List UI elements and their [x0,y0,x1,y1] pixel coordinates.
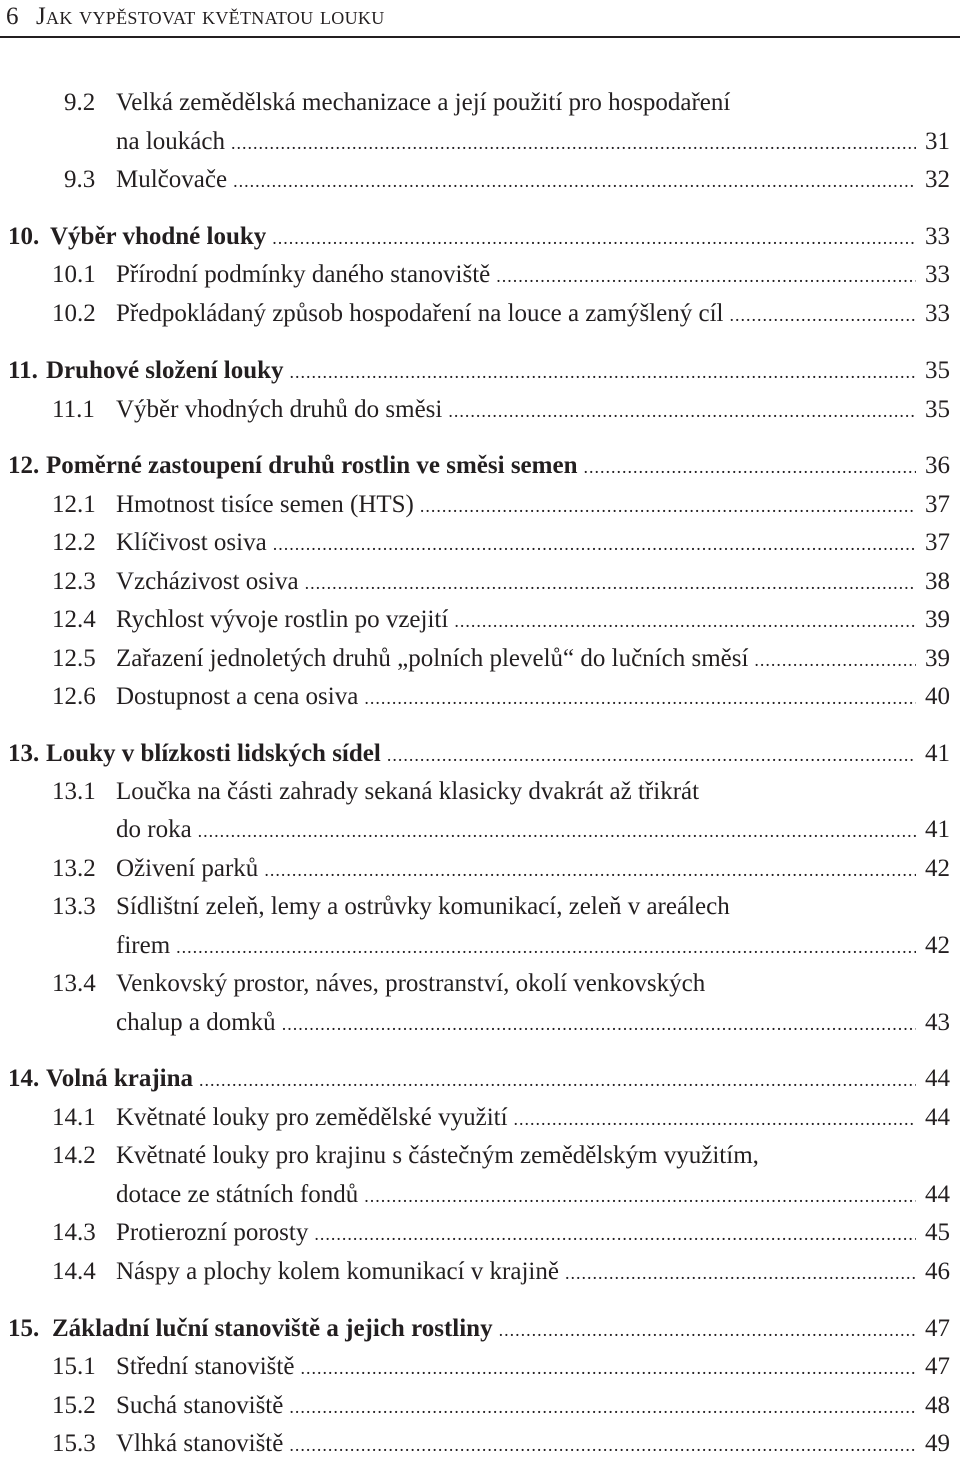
toc-entry-number: 15.2 [52,1392,96,1419]
toc-entry[interactable] [0,1101,960,1135]
toc-entry-number: 13.4 [52,970,96,997]
toc-entry-page: 39 [925,645,950,672]
dot-leader [294,1351,916,1385]
toc-entry[interactable] [0,297,960,331]
toc-entry-title: Střední stanoviště [116,1353,295,1380]
toc-entry[interactable] [0,642,960,676]
dot-leader [225,126,916,160]
toc-entry-number: 12.3 [52,568,96,595]
toc-entry[interactable] [0,813,960,847]
running-header [6,0,946,34]
toc-entry-title: Přírodní podmínky daného stanoviště [116,261,491,288]
toc-entry-page: 37 [925,491,950,518]
toc-entry-number: 14.2 [52,1142,96,1169]
toc-entry-number: 15.3 [52,1430,96,1457]
toc-entry-title: Klíčivost osiva [116,529,267,556]
toc-entry-page: 42 [925,932,950,959]
toc-entry-page: 33 [925,223,950,250]
dot-leader [358,1179,916,1213]
toc-entry-page: 46 [925,1258,950,1285]
dot-leader [508,1102,916,1136]
toc-entry[interactable] [0,1350,960,1384]
toc-entry-page: 32 [925,166,950,193]
toc-chapter-entry[interactable] [0,1062,960,1096]
dot-leader [227,164,916,198]
toc-chapter-entry[interactable] [0,354,960,388]
toc-entry-title: Druhové složení louky [46,357,284,384]
toc-entry-title: chalup a domků [116,1009,276,1036]
toc-entry-number: 10.2 [52,300,96,327]
toc-chapter-entry[interactable] [0,449,960,483]
dot-leader [381,738,916,772]
dot-leader [258,853,916,887]
toc-entry[interactable] [0,488,960,522]
toc-entry-page: 47 [925,1353,950,1380]
header-rule [0,36,960,38]
toc-entry-page: 31 [925,128,950,155]
toc-entry-page: 44 [925,1065,950,1092]
dot-leader [308,1217,916,1251]
toc-entry-number: 12.5 [52,645,96,672]
dot-leader [490,259,916,293]
toc-entry-number: 14. [8,1065,40,1092]
toc-entry[interactable] [0,1389,960,1423]
dot-leader [299,566,916,600]
dot-leader [493,1313,916,1347]
toc-entry-number: 13.2 [52,855,96,882]
toc-entry-number: 14.4 [52,1258,96,1285]
toc-entry-title: Suchá stanoviště [116,1392,284,1419]
dot-leader [559,1256,916,1290]
toc-entry-number: 12.2 [52,529,96,556]
dot-leader [442,394,916,428]
dot-leader [748,643,916,677]
toc-entry[interactable] [0,929,960,963]
toc-entry-page: 33 [925,261,950,288]
toc-entry-number: 12.6 [52,683,96,710]
toc-entry-page: 38 [925,568,950,595]
toc-entry-page: 33 [925,300,950,327]
toc-entry-page: 48 [925,1392,950,1419]
toc-entry-title: firem [116,932,171,959]
toc-entry-title: Venkovský prostor, náves, prostranství, okolí venkovských [116,970,706,997]
toc-chapter-entry[interactable] [0,1312,960,1346]
toc-entry-page: 49 [925,1430,950,1457]
toc-entry-title: Květnaté louky pro zemědělské využití [116,1104,508,1131]
dot-leader [276,1007,916,1041]
toc-entry-title: Vzcházivost osiva [116,568,299,595]
toc-entry-page: 47 [925,1315,950,1342]
toc-entry-number: 9.2 [64,89,96,116]
toc-entry-number: 13.3 [52,893,96,920]
toc-entry-number: 13.1 [52,778,96,805]
dot-leader [193,1063,916,1097]
toc-entry[interactable] [0,258,960,292]
dot-leader [723,298,916,332]
dot-leader [448,604,916,638]
toc-entry-page: 43 [925,1009,950,1036]
toc-entry-title: do roka [116,816,192,843]
dot-leader [283,1390,916,1424]
toc-entry-title: Květnaté louky pro krajinu s částečným zemědělským využitím, [116,1142,759,1169]
toc-entry-title: Mulčovače [116,166,228,193]
toc-entry[interactable] [0,526,960,560]
toc-entry[interactable] [0,565,960,599]
toc-entry-title: Sídlištní zeleň, lemy a ostrůvky komunikací, zeleň v areálech [116,893,730,920]
toc-entry[interactable] [0,775,960,809]
toc-entry-title: na loukách [116,128,225,155]
toc-entry[interactable] [0,86,960,120]
dot-leader [170,930,916,964]
header-page-number: 6 [6,3,19,30]
toc-entry-title: dotace ze státních fondů [116,1181,359,1208]
toc-entry-number: 13. [8,740,40,767]
toc-entry-title: Protierozní porosty [116,1219,309,1246]
dot-leader [192,814,916,848]
toc-entry-title: Základní luční stanoviště a jejich rostliny [52,1315,493,1342]
header-title: Jak vypěstovat květnatou louku [36,3,385,30]
dot-leader [284,355,916,389]
toc-entry[interactable] [0,890,960,924]
toc-entry-number: 10.1 [52,261,96,288]
toc-entry-page: 41 [925,816,950,843]
toc-entry-title: Výběr vhodných druhů do směsi [116,396,443,423]
toc-entry-title: Loučka na části zahrady sekaná klasicky dvakrát až třikrát [116,778,700,805]
toc-entry-title: Zařazení jednoletých druhů „polních plevelů“ do lučních směsí [116,645,749,672]
toc-entry-number: 15. [8,1315,40,1342]
toc-entry-number: 11.1 [52,396,95,423]
toc-entry-number: 12.1 [52,491,96,518]
toc-entry[interactable] [0,1139,960,1173]
toc-entry-number: 11. [8,357,38,384]
toc-entry-title: Výběr vhodné louky [50,223,267,250]
toc-entry[interactable] [0,163,960,197]
dot-leader [414,489,916,523]
toc-entry[interactable] [0,1255,960,1289]
toc-entry[interactable] [0,125,960,159]
toc-entry-page: 37 [925,529,950,556]
toc-entry-page: 41 [925,740,950,767]
toc-chapter-entry[interactable] [0,220,960,254]
toc-entry-title: Vlhká stanoviště [116,1430,284,1457]
toc-entry-number: 14.1 [52,1104,96,1131]
toc-entry-page: 36 [925,452,950,479]
toc-entry-title: Náspy a plochy kolem komunikací v krajině [116,1258,559,1285]
toc-entry-number: 12. [8,452,40,479]
toc-entry-page: 35 [925,357,950,384]
toc-entry-title: Oživení parků [116,855,259,882]
toc-entry-title: Volná krajina [46,1065,194,1092]
toc-entry[interactable] [0,603,960,637]
toc-entry-title: Velká zemědělská mechanizace a její použití pro hospodaření [116,89,731,116]
toc-entry-title: Dostupnost a cena osiva [116,683,359,710]
toc-entry-page: 44 [925,1104,950,1131]
toc-entry-page: 44 [925,1181,950,1208]
toc-entry[interactable] [0,1006,960,1040]
toc-entry-title: Louky v blízkosti lidských sídel [46,740,381,767]
toc-entry-number: 9.3 [64,166,96,193]
toc-entry[interactable] [0,680,960,714]
dot-leader [267,527,916,561]
toc-entry-page: 35 [925,396,950,423]
toc-entry[interactable] [0,967,960,1001]
toc-entry-number: 15.1 [52,1353,96,1380]
toc-chapter-entry[interactable] [0,737,960,771]
toc-entry[interactable] [0,852,960,886]
toc-entry-title: Předpokládaný způsob hospodaření na louce a zamýšlený cíl [116,300,724,327]
toc-entry-title: Hmotnost tisíce semen (HTS) [116,491,414,518]
dot-leader [577,450,916,484]
toc-entry[interactable] [0,1216,960,1250]
toc-entry-title: Poměrné zastoupení druhů rostlin ve směsi semen [46,452,578,479]
toc-entry-number: 14.3 [52,1219,96,1246]
toc-entry-number: 10. [8,223,40,250]
toc-entry-title: Rychlost vývoje rostlin po vzejití [116,606,449,633]
toc-entry-page: 39 [925,606,950,633]
toc-entry[interactable] [0,393,960,427]
toc-entry-page: 40 [925,683,950,710]
dot-leader [358,681,916,715]
toc-entry-page: 42 [925,855,950,882]
toc-entry-number: 12.4 [52,606,96,633]
toc-entry[interactable] [0,1427,960,1461]
toc-entry[interactable] [0,1178,960,1212]
toc-entry-page: 45 [925,1219,950,1246]
dot-leader [266,221,916,255]
